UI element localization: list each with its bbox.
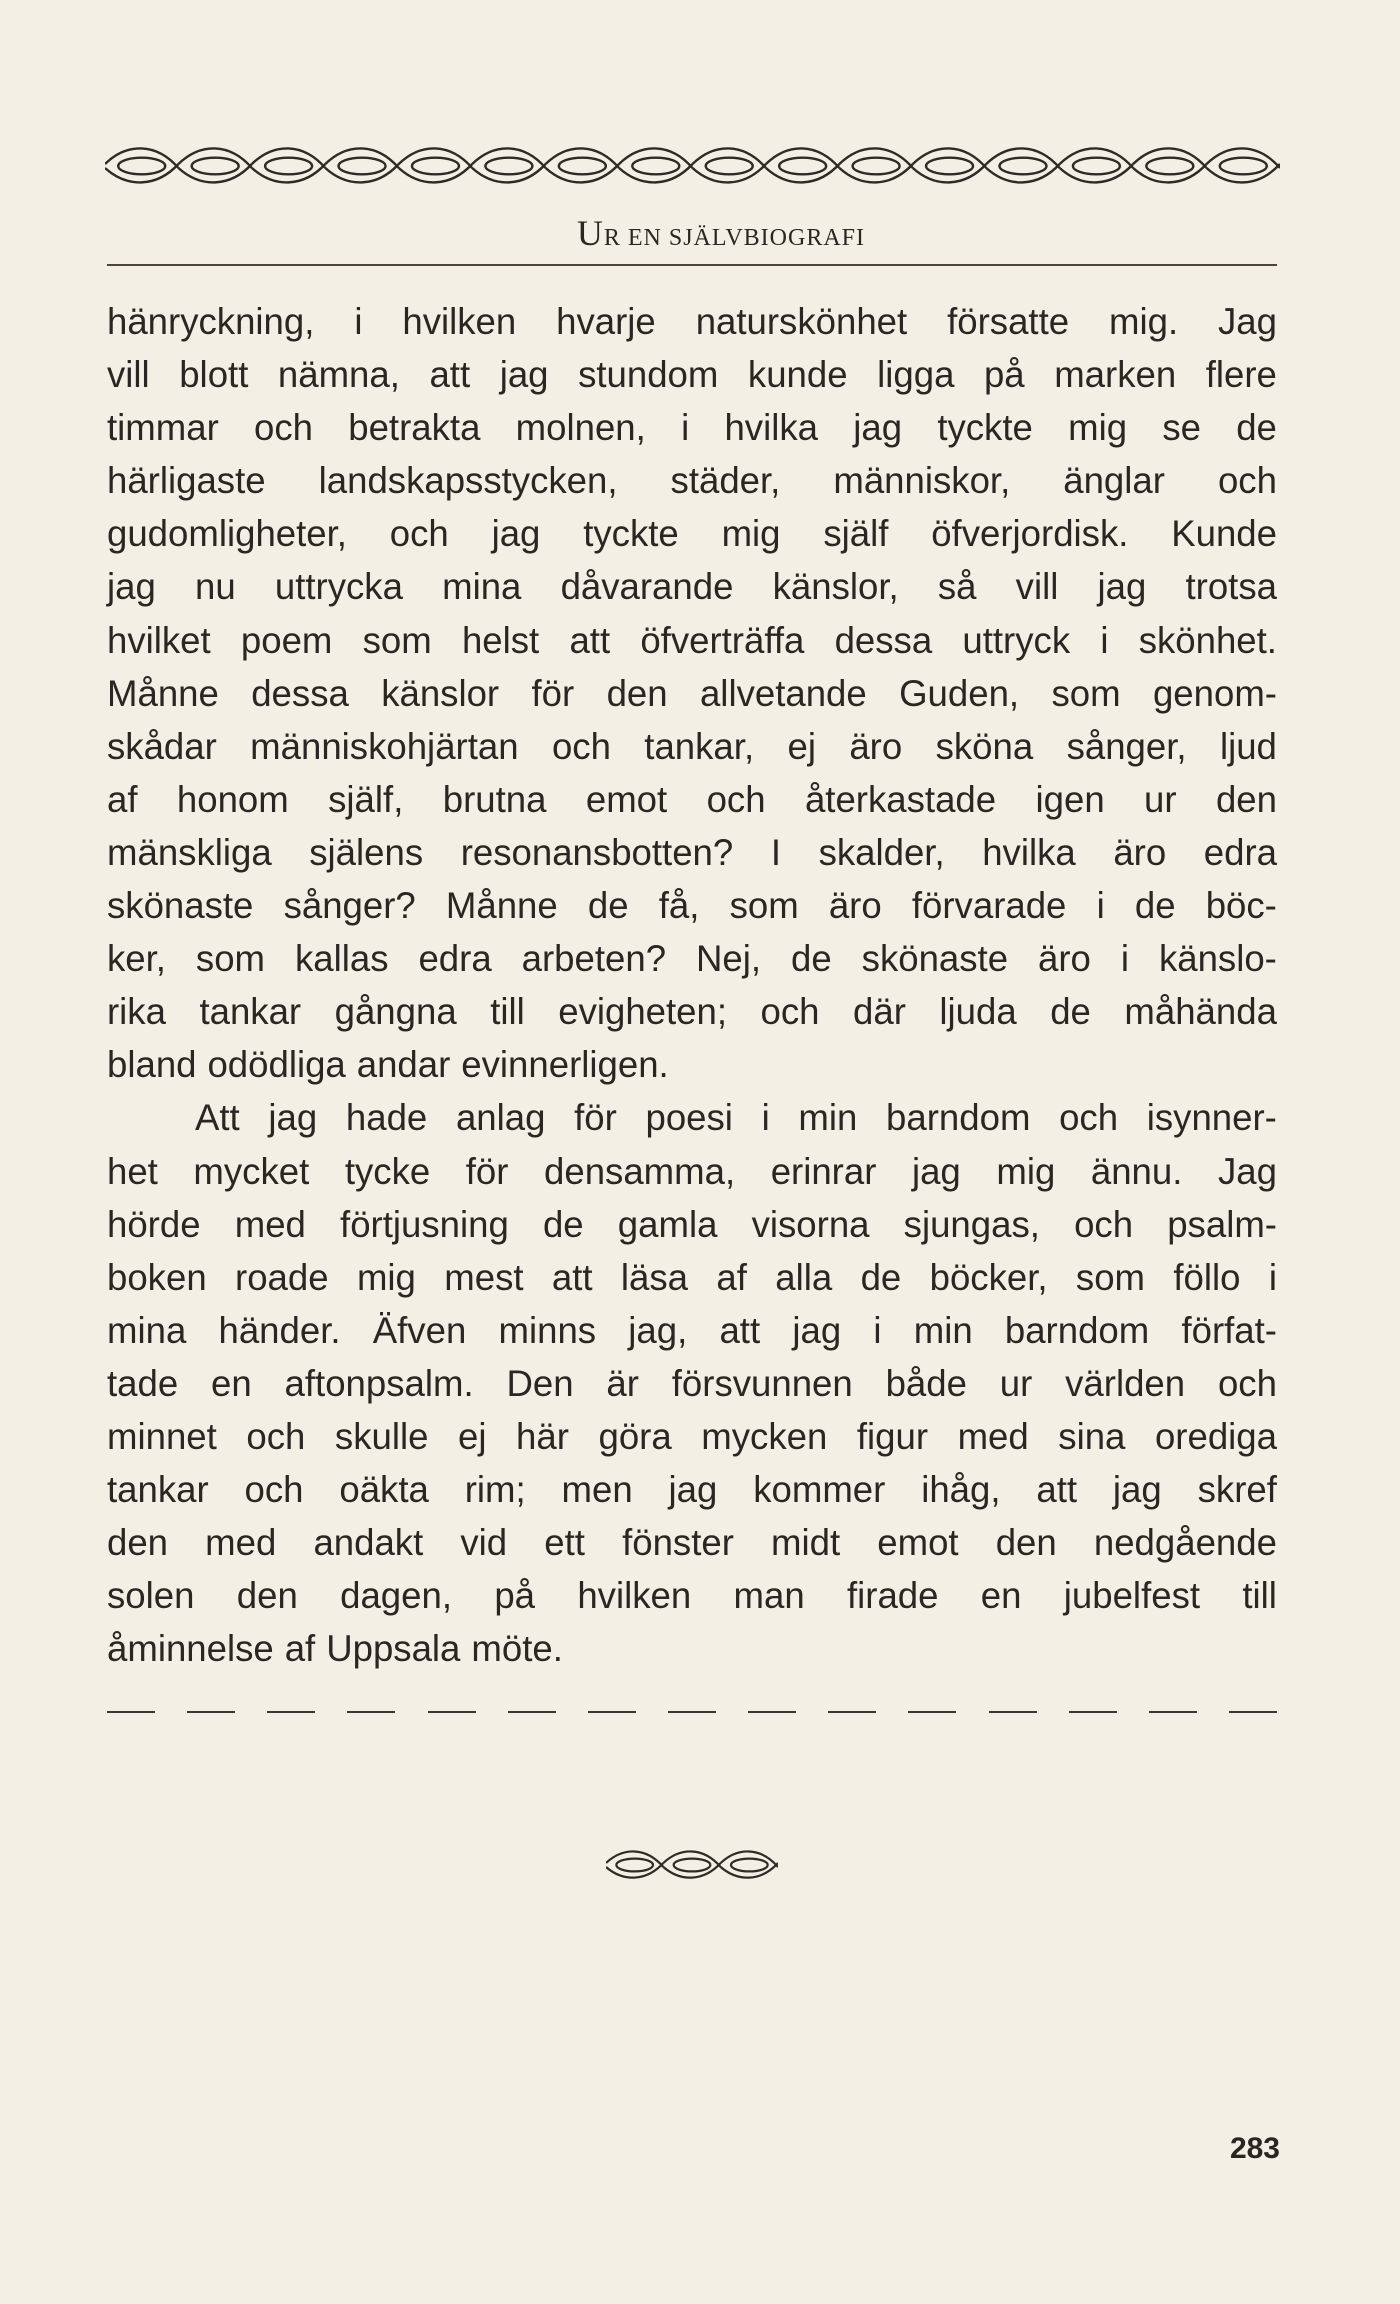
separator-dash bbox=[748, 1711, 796, 1713]
knot-eye bbox=[706, 158, 753, 175]
knot-eye bbox=[412, 158, 459, 175]
knot-eye bbox=[616, 1859, 653, 1872]
separator-dash bbox=[1149, 1711, 1197, 1713]
section-separator bbox=[107, 1711, 1277, 1713]
knot-eye bbox=[1220, 158, 1267, 175]
knot-eye bbox=[1146, 158, 1193, 175]
text-line: minnet och skulle ej här göra mycken figur med sina orediga bbox=[107, 1415, 1277, 1457]
page-number: 283 bbox=[1229, 2132, 1280, 2165]
text-line: hänryckning, i hvilken hvarje naturskönhet försatte mig. Jag bbox=[107, 301, 1277, 342]
knot-eye bbox=[632, 158, 679, 175]
knot-eye bbox=[999, 158, 1046, 175]
separator-dash bbox=[187, 1711, 235, 1713]
text-line: jag nu uttrycka mina dåvarande känslor, så vill jag trotsa bbox=[107, 566, 1277, 608]
separator-dash bbox=[1069, 1711, 1117, 1713]
text-line: hörde med förtjusning de gamla visorna sjungas, och psalm- bbox=[107, 1203, 1277, 1245]
separator-dash bbox=[1229, 1711, 1277, 1713]
knot-eye bbox=[339, 158, 386, 175]
text-line: härligaste landskapsstycken, städer, människor, änglar och bbox=[107, 460, 1277, 502]
text-line: solen den dagen, på hvilken man firade en jubelfest till bbox=[107, 1575, 1277, 1617]
text-line: ker, som kallas edra arbeten? Nej, de skönaste äro i känslo- bbox=[107, 938, 1277, 980]
knot-eye bbox=[485, 158, 532, 175]
text-line: gudomligheter, och jag tyckte mig själf öfverjordisk. Kunde bbox=[107, 513, 1277, 555]
separator-dash bbox=[588, 1711, 636, 1713]
knot-eye bbox=[674, 1859, 711, 1872]
text-line: af honom själf, brutna emot och återkastade igen ur den bbox=[107, 778, 1277, 820]
text-line: tankar och oäkta rim; men jag kommer ihåg, att jag skref bbox=[107, 1469, 1277, 1511]
body-text bbox=[107, 295, 1277, 1675]
separator-dash bbox=[508, 1711, 556, 1713]
text-line: Att jag hade anlag för poesi i min barndom och isynner- bbox=[195, 1097, 1277, 1139]
separator-dash bbox=[428, 1711, 476, 1713]
text-line: tade en aftonpsalm. Den är försvunnen både ur världen och bbox=[107, 1362, 1277, 1404]
text-line: rika tankar gångna till evigheten; och där ljuda de måhända bbox=[107, 991, 1277, 1033]
text-line: het mycket tycke för densamma, erinrar jag mig ännu. Jag bbox=[107, 1150, 1277, 1192]
text-line: mina händer. Äfven minns jag, att jag i min barndom förfat- bbox=[107, 1309, 1277, 1351]
tailpiece-ornament bbox=[606, 1845, 778, 1885]
knot-eye bbox=[1073, 158, 1120, 175]
separator-dash bbox=[107, 1711, 155, 1713]
knot-eye bbox=[926, 158, 973, 175]
separator-dash bbox=[267, 1711, 315, 1713]
text-line: skådar människohjärtan och tankar, ej äro sköna sånger, ljud bbox=[107, 725, 1277, 767]
separator-dash bbox=[908, 1711, 956, 1713]
separator-dash bbox=[828, 1711, 876, 1713]
text-line: Månne dessa känslor för den allvetande Guden, som genom- bbox=[107, 672, 1277, 714]
header-ornament-band bbox=[105, 140, 1280, 192]
separator-dash bbox=[989, 1711, 1037, 1713]
paragraph bbox=[107, 1091, 1277, 1675]
text-line: bland odödliga andar evinnerligen. bbox=[107, 1044, 669, 1086]
knot-eye bbox=[118, 158, 165, 175]
paragraph bbox=[107, 295, 1277, 1091]
text-line: den med andakt vid ett fönster midt emot den nedgående bbox=[107, 1522, 1277, 1564]
running-head: UR EN SJÄLVBIOGRAFI bbox=[576, 213, 865, 253]
knot-eye bbox=[559, 158, 606, 175]
knot-eye bbox=[853, 158, 900, 175]
knot-eye bbox=[731, 1859, 768, 1872]
text-line: åminnelse af Uppsala möte. bbox=[107, 1628, 563, 1670]
separator-dash bbox=[668, 1711, 716, 1713]
knot-eye bbox=[192, 158, 239, 175]
header-rule bbox=[107, 264, 1277, 266]
knot-eye bbox=[779, 158, 826, 175]
text-line: boken roade mig mest att läsa af alla de böcker, som föllo i bbox=[107, 1256, 1277, 1298]
text-line: hvilket poem som helst att öfverträffa dessa uttryck i skönhet. bbox=[107, 619, 1277, 661]
separator-dash bbox=[347, 1711, 395, 1713]
knot-eye bbox=[265, 158, 312, 175]
text-line: skönaste sånger? Månne de få, som äro förvarade i de böc- bbox=[107, 885, 1277, 927]
text-line: mänskliga själens resonansbotten? I skalder, hvilka äro edra bbox=[107, 831, 1277, 873]
text-line: timmar och betrakta molnen, i hvilka jag tyckte mig se de bbox=[107, 407, 1277, 449]
text-line: vill blott nämna, att jag stundom kunde ligga på marken flere bbox=[107, 354, 1277, 396]
